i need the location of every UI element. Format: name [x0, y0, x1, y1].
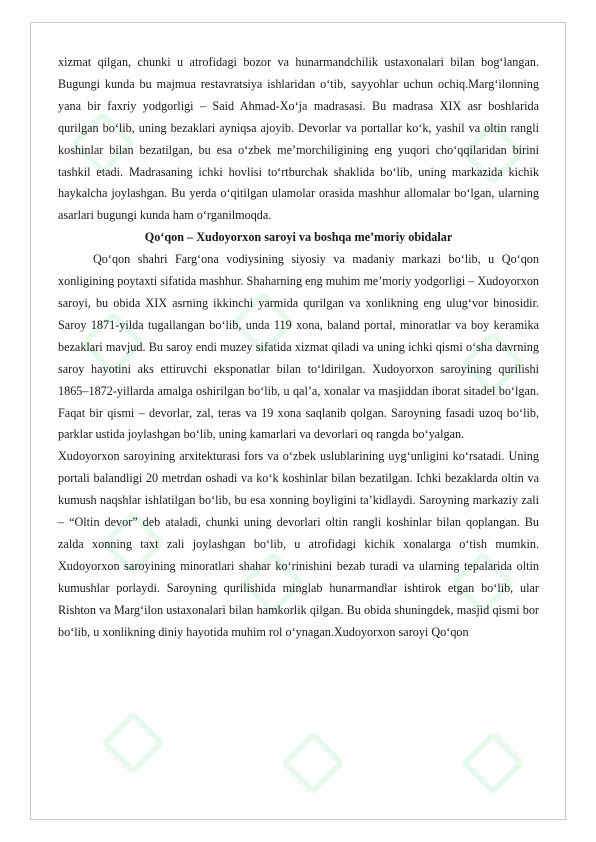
- document-body: [58, 52, 539, 643]
- paragraph: xizmat qilgan, chunki u atrofidagi bozor va hunarmandchilik ustaxonalari bilan bog‘langan. Bugungi kunda bu majmua restavratsiya ishlaridan o‘tib, sayyohlar uchun ochiq.Marg‘ilonning yana bir faxriy yodgorligi – Said Ahmad-Xo‘ja madrasasi. Bu madrasa XIX asr boshlarida qurilgan bo‘lib, uning bezaklari ayniqsa ajoyib. Devorlar va portallar ko‘k, yashil va oltin rangli koshinlar bilan bezatilgan, bu esa o‘zbek me’morchiligining eng yuqori cho‘qqilaridan birini tashkil etadi. Madrasaning ichki hovlisi to‘rtburchak shaklida bo‘lib, uning markazida kichik haykalcha joylashgan. Bu yerda o‘qitilgan ulamolar orasida mashhur allomalar bo‘lgan, ularning asarlari bugungi kunda ham o‘rganilmoqda.: [58, 55, 539, 223]
- paragraph: Xudoyorxon saroyining arxitekturasi fors va o‘zbek uslublarining uyg‘unligini ko‘rsatadi. Uning portali balandligi 20 metrdan oshadi va ko‘k koshinlar bilan bezatilgan. Ichki bezaklarda oltin va kumush naqshlar ishlatilgan bo‘lib, bu esa xonning boyligini ta’kidlaydi. Saroyning markaziy zali – “Oltin devor” deb ataladi, chunki uning devorlari oltin rangli koshinlar bilan qoplangan. Bu zalda xonning taxt zali joylashgan bo‘lib, u atrofidagi kichik xonalarga o‘tish mumkin. Xudoyorxon saroyining minoratlari shahar ko‘rinishini bezab turadi va ularning tepalarida oltin kumushlar porlaydi. Saroyning qurilishida minglab hunarmandlar ishtirok etgan bo‘lib, ular Rishton va Marg‘ilon ustaxonalari bilan hamkorlik qilgan. Bu obida shuningdek, masjid qismi bor bo‘lib, u xonlikning diniy hayotida muhim rol o‘ynagan.Xudoyorxon saroyi Qo‘qon: [58, 449, 539, 639]
- paragraph: Qo‘qon shahri Farg‘ona vodiysining siyosiy va madaniy markazi bo‘lib, u Qo‘qon xonligining poytaxti sifatida mashhur. Shaharning eng muhim me’moriy yodgorligi – Xudoyorxon saroyi, bu obida XIX asrning ikkinchi yarmida qurilgan va xonlikning eng ulug‘vor binosidir. Saroy 1871-yilda tugallangan bo‘lib, unda 119 xona, baland portal, minoratlar va boy keramika bezaklari mavjud. Bu saroy endi muzey sifatida xizmat qiladi va uning ichki qismi o‘sha davrning saroy hayotini aks ettiruvchi eksponatlar bilan to‘ldirilgan. Xudoyorxon saroyining qurilishi 1865–1872-yillarda amalga oshirilgan bo‘lib, u qal’a, xonalar va masjiddan iborat sitadel bo‘lgan. Faqat bir qismi – devorlar, zal, teras va 19 xona saqlanib qolgan. Saroyning fasadi uzoq bo‘lib, parklar ustida joylashgan bo‘lib, uning kamarlari va devorlari oq rangda bo‘yalgan.: [58, 252, 540, 442]
- section-heading: Qo‘qon – Xudoyorxon saroyi va boshqa me’moriy obidalar: [144, 230, 453, 245]
